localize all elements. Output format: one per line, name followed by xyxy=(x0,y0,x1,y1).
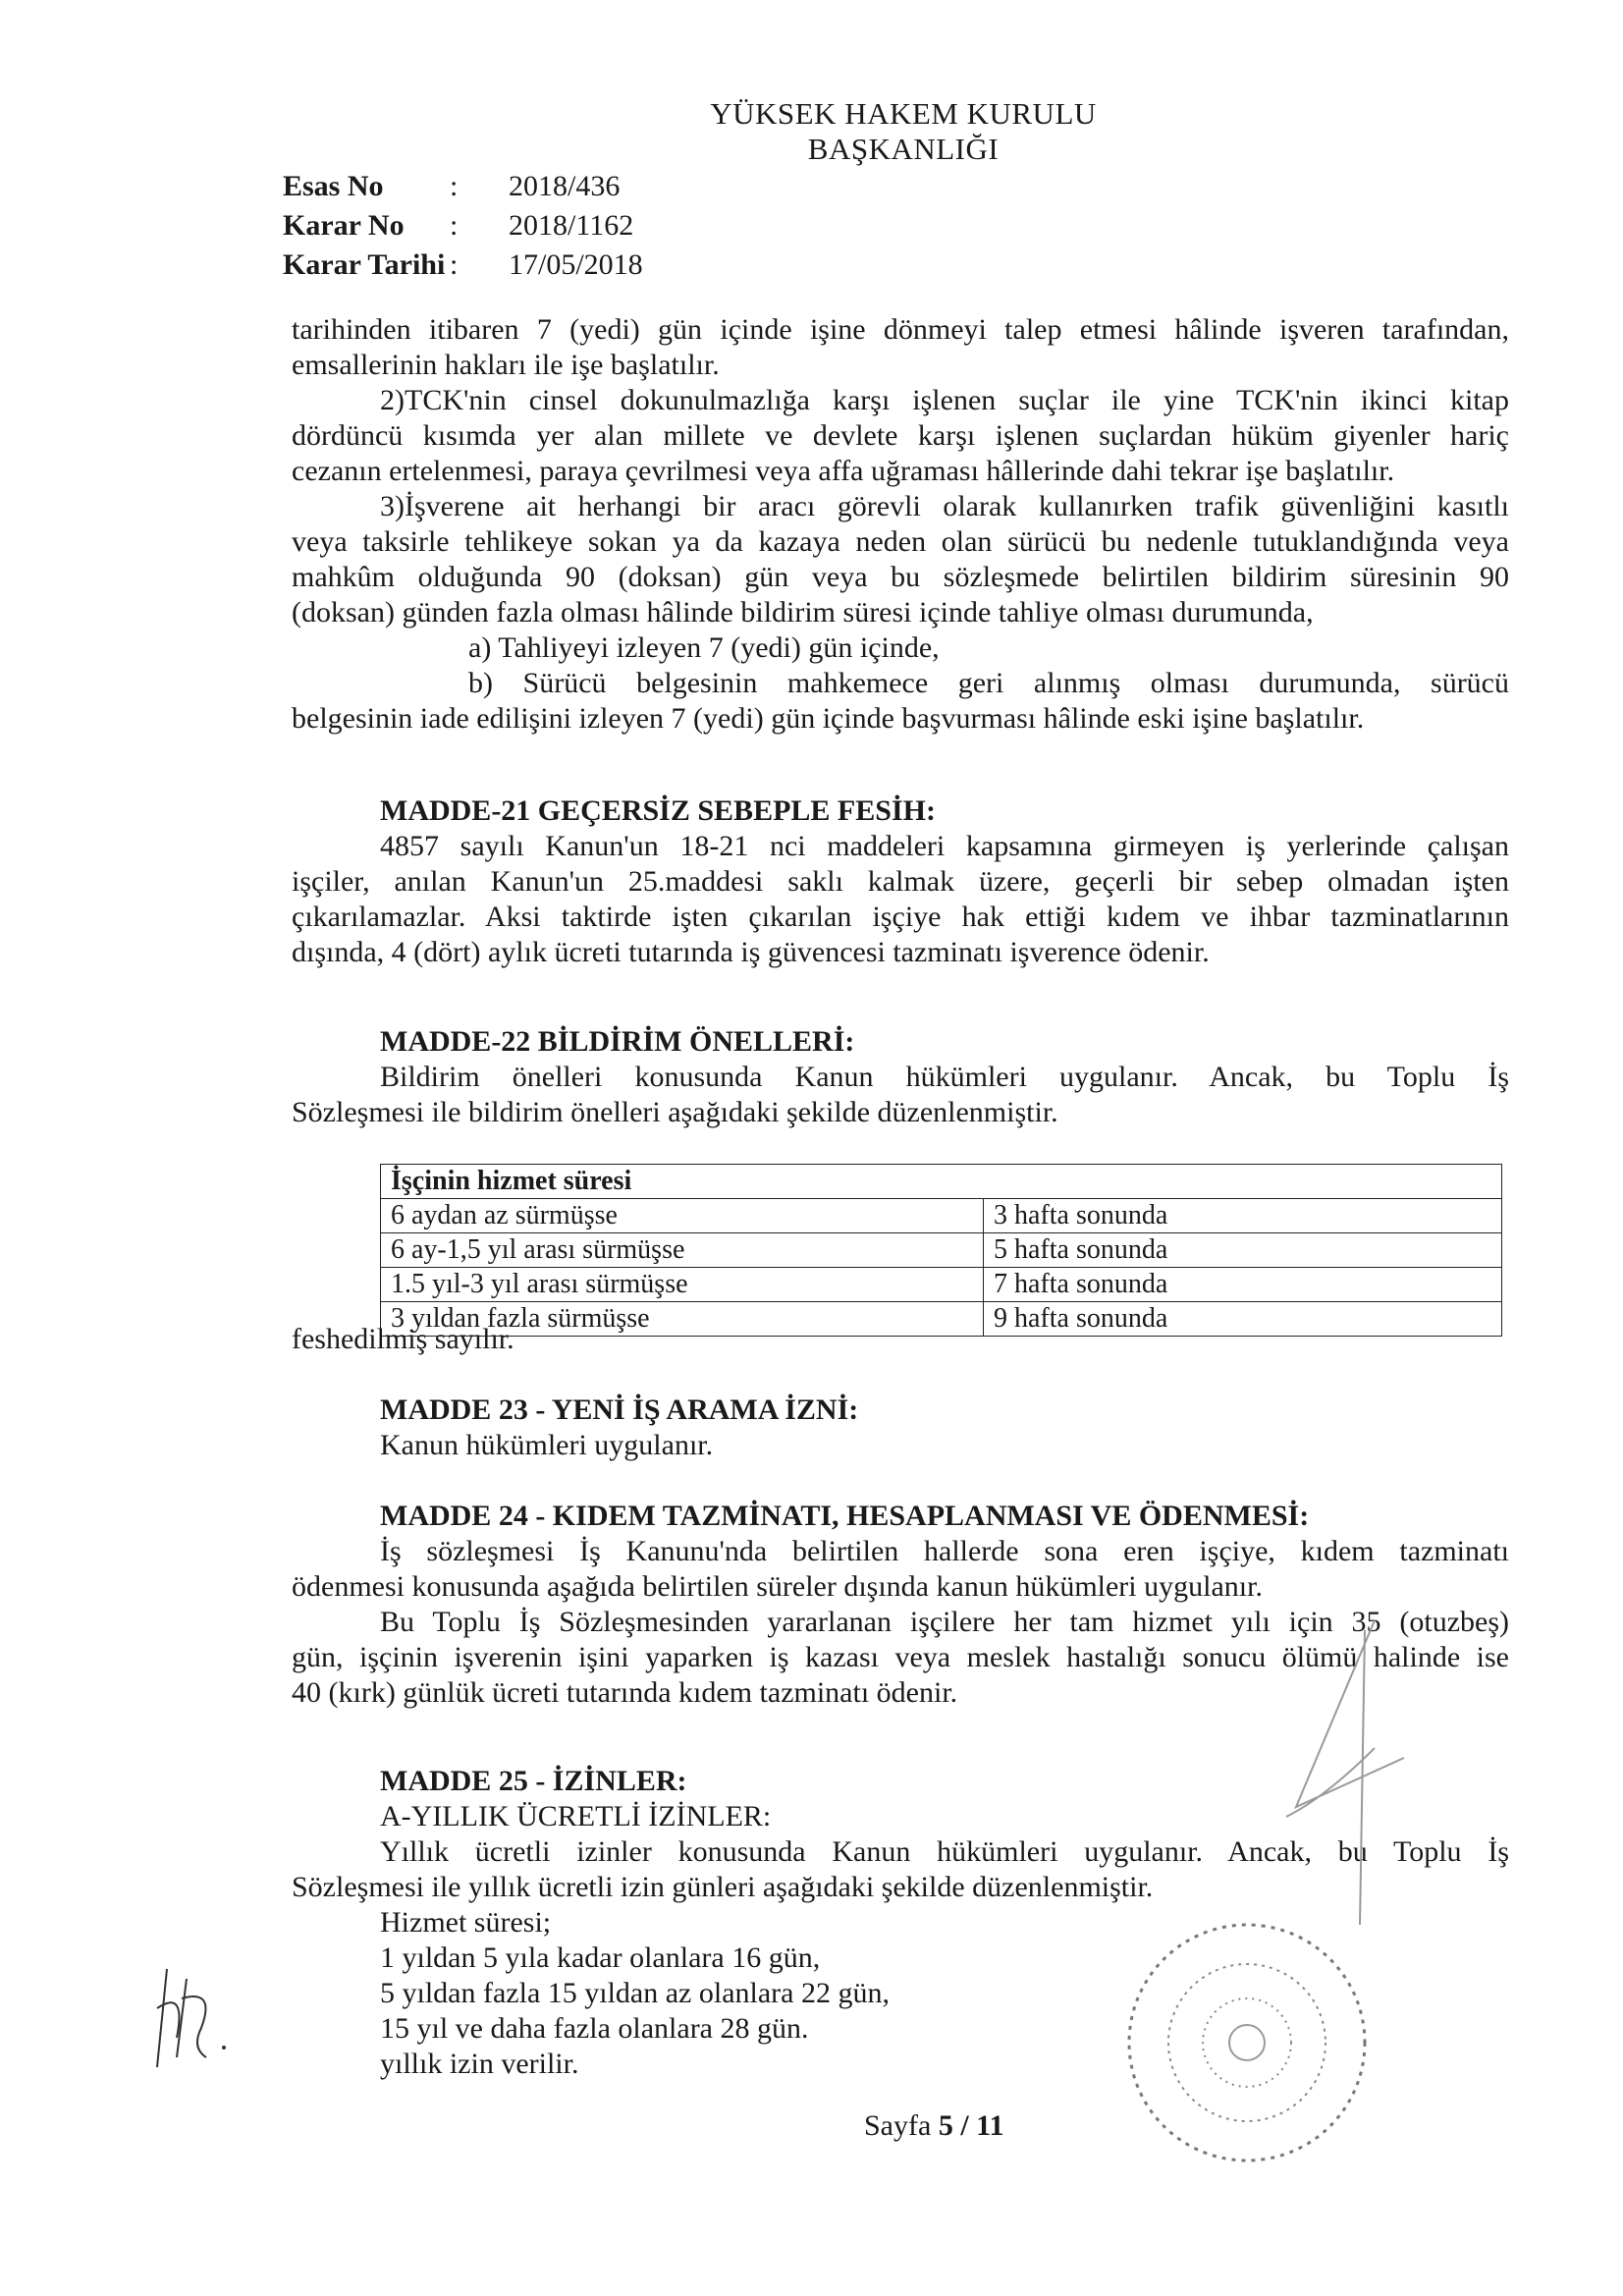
after-table xyxy=(292,1322,1509,1357)
article-heading: MADDE-21 GEÇERSİZ SEBEPLE FESİH: xyxy=(380,794,936,827)
page-current: 5 xyxy=(938,2109,953,2142)
body-upper xyxy=(292,312,1509,737)
case-meta xyxy=(283,167,643,285)
table-cell: 1.5 yıl-3 yıl arası sürmüşse xyxy=(381,1268,984,1302)
article-heading: MADDE 25 - İZİNLER: xyxy=(380,1765,687,1797)
header-title: YÜKSEK HAKEM KURULU xyxy=(710,96,1097,131)
meta-key: Karar Tarihi xyxy=(283,248,446,281)
table-cell: 3 hafta sonunda xyxy=(984,1199,1502,1233)
table-cell: 6 aydan az sürmüşse xyxy=(381,1199,984,1233)
paragraph-line: tarihinden itibaren 7 (yedi) gün içinde işine dönmeyi talep etmesi hâlinde işveren tarafından, xyxy=(292,313,1509,346)
table-cell: 7 hafta sonunda xyxy=(984,1268,1502,1302)
article-heading: MADDE 23 - YENİ İŞ ARAMA İZNİ: xyxy=(380,1394,859,1426)
table-row xyxy=(381,1233,1502,1268)
subheading: A-YILLIK ÜCRETLİ İZİNLER: xyxy=(380,1800,772,1832)
paragraph-line: a) Tahliyeyi izleyen 7 (yedi) gün içinde, xyxy=(468,631,940,664)
meta-sep: : xyxy=(450,209,459,242)
article-heading: MADDE 24 - KIDEM TAZMİNATI, HESAPLANMASI VE ÖDENMESİ: xyxy=(380,1500,1310,1532)
paragraph-line: Sözleşmesi ile yıllık ücretli izin günleri aşağıdaki şekilde düzenlenmiştir. xyxy=(292,1871,1154,1903)
paragraph-line: (doksan) günden fazla olması hâlinde bildirim süresi içinde tahliye olması durumunda, xyxy=(292,596,1314,629)
meta-sep: : xyxy=(450,248,459,281)
paragraph-line: işçiler, anılan Kanun'un 25.maddesi saklı kalmak üzere, geçerli bir sebep olmadan işten xyxy=(292,865,1509,898)
table-row xyxy=(381,1199,1502,1233)
paragraph-line: ödenmesi konusunda aşağıda belirtilen süreler dışında kanun hükümleri uygulanır. xyxy=(292,1570,1263,1603)
article-23 xyxy=(292,1393,1509,1463)
page-total: 11 xyxy=(976,2109,1004,2142)
meta-row-esas xyxy=(283,167,643,206)
paragraph-line: 2)TCK'nin cinsel dokunulmazlığa karşı işlenen suçlar ile yine TCK'nin ikinci kitap xyxy=(380,384,1509,416)
article-heading: MADDE-22 BİLDİRİM ÖNELLERİ: xyxy=(380,1025,855,1058)
list-item: 1 yıldan 5 yıla kadar olanlara 16 gün, xyxy=(380,1941,821,1974)
list-item: 5 yıldan fazla 15 yıldan az olanlara 22 gün, xyxy=(380,1977,890,2009)
paragraph-line: 40 (kırk) günlük ücreti tutarında kıdem tazminatı ödenir. xyxy=(292,1676,958,1709)
table-cell: 6 ay-1,5 yıl arası sürmüşse xyxy=(381,1233,984,1268)
page-sep: / xyxy=(952,2109,977,2142)
table-header-cell: İşçinin hizmet süresi xyxy=(381,1165,1502,1199)
table-cell: 5 hafta sonunda xyxy=(984,1233,1502,1268)
handwritten-initials xyxy=(147,1949,236,2092)
paragraph-line: belgesinin iade edilişini izleyen 7 (yedi) gün içinde başvurması hâlinde eski işine başlatılır. xyxy=(292,702,1365,735)
paragraph-line: Bu Toplu İş Sözleşmesinden yararlanan işçilere her tam hizmet yılı için 35 (otuzbeş) xyxy=(380,1606,1509,1638)
paragraph-line: mahkûm olduğunda 90 (doksan) gün veya bu sözleşmede belirtilen bildirim süresinin 90 xyxy=(292,561,1509,593)
official-stamp xyxy=(1100,1895,1394,2195)
paragraph-line: veya taksirle tehlikeye sokan ya da kazaya neden olan sürücü bu nedenle tutuklandığında veya xyxy=(292,525,1509,558)
header-subtitle: BAŞKANLIĞI xyxy=(807,132,1000,166)
paragraph-line: cezanın ertelenmesi, paraya çevrilmesi veya affa uğraması hâllerinde dahi tekrar işe başlatılır. xyxy=(292,455,1395,487)
paragraph-line: feshedilmiş sayılır. xyxy=(292,1323,514,1355)
notice-period-table xyxy=(380,1164,1502,1337)
page-prefix: Sayfa xyxy=(864,2109,939,2142)
list-item: Hizmet süresi; xyxy=(380,1906,552,1939)
meta-row-karar xyxy=(283,206,643,246)
list-item: yıllık izin verilir. xyxy=(380,2048,579,2080)
meta-key: Esas No xyxy=(283,170,384,202)
meta-value: 2018/1162 xyxy=(509,209,634,242)
table-cell: 9 hafta sonunda xyxy=(984,1302,1502,1337)
table-cell: 3 yıldan fazla sürmüşse xyxy=(381,1302,984,1337)
meta-value: 17/05/2018 xyxy=(509,248,643,281)
paragraph-line: dördüncü kısımda yer alan millete ve devlete karşı işlenen suçlardan hüküm giyenler hariç xyxy=(292,419,1509,452)
meta-value: 2018/436 xyxy=(509,170,621,202)
paragraph-line: Kanun hükümleri uygulanır. xyxy=(380,1429,714,1461)
table-header-row xyxy=(381,1165,1502,1199)
paragraph-line: 4857 sayılı Kanun'un 18-21 nci maddeleri kapsamına girmeyen iş yerlerinde çalışan xyxy=(380,830,1509,862)
meta-row-tarih xyxy=(283,246,643,285)
paragraph-line: dışında, 4 (dört) aylık ücreti tutarında iş güvencesi tazminatı işverence ödenir. xyxy=(292,936,1210,968)
paragraph-line: emsallerinin hakları ile işe başlatılır. xyxy=(292,349,720,381)
meta-sep: : xyxy=(450,170,459,202)
article-22 xyxy=(292,1024,1509,1130)
meta-key: Karar No xyxy=(283,209,405,242)
paragraph-line: Sözleşmesi ile bildirim önelleri aşağıdaki şekilde düzenlenmiştir. xyxy=(292,1096,1058,1128)
paragraph-line: b) Sürücü belgesinin mahkemece geri alınmış olması durumunda, sürücü xyxy=(468,667,1509,699)
paragraph-line: Yıllık ücretli izinler konusunda Kanun hükümleri uygulanır. Ancak, bu Toplu İş xyxy=(380,1835,1509,1868)
paragraph-line: çıkarılamazlar. Aksi taktirde işten çıkarılan işçiye hak ettiği kıdem ve ihbar tazminatlarının xyxy=(292,901,1509,933)
table-row xyxy=(381,1268,1502,1302)
paragraph-line: İş sözleşmesi İş Kanunu'nda belirtilen hallerde sona eren işçiye, kıdem tazminatı xyxy=(380,1535,1509,1567)
article-21 xyxy=(292,793,1509,970)
paragraph-line: gün, işçinin işverenin işini yaparken iş kazası veya meslek hastalığı sonucu ölümü halinde ise xyxy=(292,1641,1509,1673)
list-item: 15 yıl ve daha fazla olanlara 28 gün. xyxy=(380,2012,809,2045)
paragraph-line: 3)İşverene ait herhangi bir aracı görevli olarak kullanırken trafik güvenliğini kasıtlı xyxy=(380,490,1509,522)
paragraph-line: Bildirim önelleri konusunda Kanun hükümleri uygulanır. Ancak, bu Toplu İş xyxy=(380,1061,1509,1093)
page-number xyxy=(864,2109,1004,2143)
